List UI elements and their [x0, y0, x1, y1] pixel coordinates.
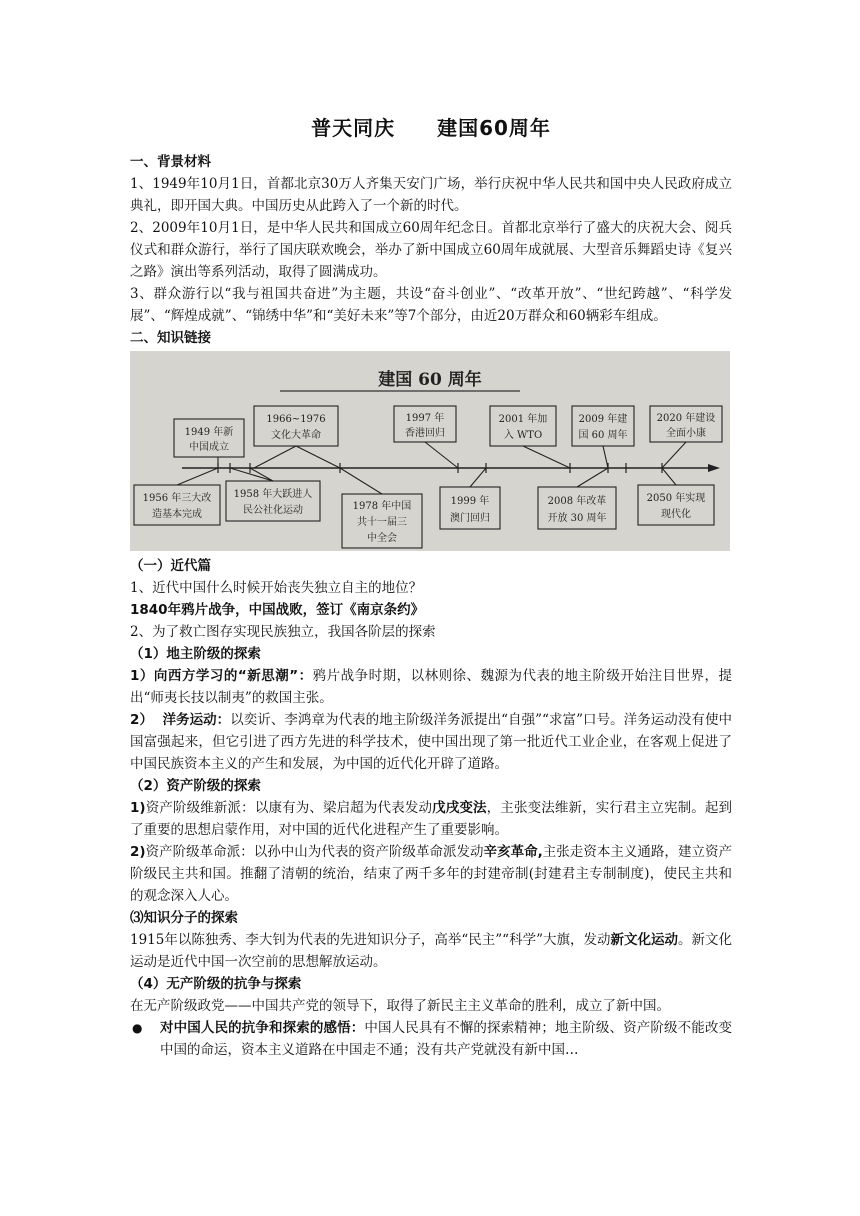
document-page [130, 112, 732, 1061]
timeline-bottom-1-line1: 1956 年三大改 [142, 493, 212, 504]
timeline-bottom-4-line1: 1999 年 [450, 496, 490, 507]
bourgeois-item-2 [130, 841, 732, 907]
background-paragraph-3: 3、群众游行以“我与祖国共奋进”为主题，共设“奋斗创业”、“改革开放”、“世纪跨越”、“科学发展”、“辉煌成就”、“锦绣中华”和“美好未来”等7个部分，由近20万群众和60辆彩车组成。 [130, 286, 732, 324]
timeline-bottom-6-line2: 现代化 [661, 509, 691, 520]
bourgeois-heading: （2）资产阶级的探索 [130, 778, 261, 794]
landlord-item-1-text: 鸦片战争时期，以林则徐、魏源为代表的地主阶级开始注目世界，提出“师夷长技以制夷”的救国主张。 [130, 668, 732, 706]
timeline-top-6-line1: 2020 年建设 [656, 413, 716, 424]
background-paragraph-2: 2、2009年10月1日，是中华人民共和国成立60周年纪念日。首都北京举行了盛大的庆祝大会、阅兵仪式和群众游行，举行了国庆联欢晚会，举办了新中国成立60周年成就展、大型音乐舞蹈史诗《复兴之路》演出等系列活动，取得了圆满成功。 [130, 220, 732, 280]
intellectual-bold: 新文化运动 [610, 932, 679, 948]
timeline-bottom-4-line2: 澳门回归 [450, 513, 490, 524]
question-2: 2、为了救亡图存实现民族独立，我国各阶层的探索 [130, 624, 436, 640]
bourgeois-item-1-text-b: ，主张变法维新，实行君主立宪制。起到了重要的思想启蒙作用，对中国的近代化进程产生了重要影响。 [130, 800, 733, 838]
timeline-top-2-line1: 1966~1976 [266, 414, 326, 425]
timeline-top-1-line1: 1949 年新 [184, 427, 234, 438]
reflection-bullet [130, 1017, 732, 1061]
question-1: 1、近代中国什么时候开始丧失独立自主的地位？ [130, 580, 423, 596]
bourgeois-item-2-number: 2) [130, 844, 146, 860]
timeline-top-4-line2: 入 WTO [503, 430, 543, 441]
reflection-text: 中国人民具有不懈的探索精神；地主阶级、资产阶级不能改变中国的命运，资本主义道路在中国走不通；没有共产党就没有新中国… [160, 1020, 733, 1058]
timeline-top-4-line1: 2001 年加 [498, 414, 548, 425]
section-heading-knowledge: 二、知识链接 [130, 330, 211, 346]
timeline-bottom-2-line2: 民公社化运动 [243, 505, 303, 516]
intellectual-heading: ⑶知识分子的探索 [130, 910, 238, 926]
modern-heading: （一）近代篇 [130, 558, 211, 574]
bourgeois-item-2-text-a: 资产阶级革命派：以孙中山为代表的资产阶级革命派发动 [145, 844, 484, 860]
answer-1: 1840年鸦片战争，中国战败，签订《南京条约》 [130, 602, 425, 618]
intellectual-paragraph [130, 929, 732, 973]
timeline-bottom-3-line3: 中全会 [367, 533, 397, 544]
timeline-bottom-5-line1: 2008 年改革 [547, 496, 607, 507]
intellectual-text-a: 1915年以陈独秀、李大钊为代表的先进知识分子，高举“民主”“科学”大旗，发动 [130, 932, 611, 948]
timeline-bottom-3-line1: 1978 年中国 [352, 501, 412, 512]
landlord-item-1 [130, 665, 732, 709]
timeline-top-3-line2: 香港回归 [405, 428, 445, 439]
landlord-item-2 [130, 709, 732, 775]
bourgeois-item-1-text-a: 资产阶级维新派：以康有为、梁启超为代表发动 [145, 800, 433, 816]
page-title: 普天同庆 建国60周年 [311, 116, 551, 140]
timeline-bottom-1-line2: 造基本完成 [152, 509, 202, 520]
timeline-bottom-2-line1: 1958 年大跃进人 [233, 489, 313, 500]
landlord-item-2-text: 以奕䜣、李鸿章为代表的地主阶级洋务派提出“自强”“求富”口号。洋务运动没有使中国富强起来，但它引进了西方先进的科学技术，使中国出现了第一批近代工业企业，在客观上促进了中国民族资本主义的产生和发展，为中国的近代化开辟了道路。 [130, 712, 732, 772]
timeline-top-5-line1: 2009 年建 [578, 414, 628, 425]
landlord-item-2-label: 2） 洋务运动： [130, 712, 231, 728]
bourgeois-item-1-number: 1) [130, 800, 146, 816]
bourgeois-item-1 [130, 797, 732, 841]
timeline-bottom-6-line1: 2050 年实现 [646, 493, 706, 504]
bourgeois-item-2-text-b: 主张走资本主义通路，建立资产阶级民主共和国。推翻了清朝的统治，结束了两千多年的封建帝制(封建君主专制制度)，使民主共和的观念深入人心。 [130, 844, 732, 904]
section-heading-background: 一、背景材料 [130, 154, 211, 170]
bourgeois-item-1-bold: 戊戌变法 [432, 800, 487, 816]
bullet-dot-icon: ● [132, 1021, 143, 1035]
timeline-top-3-line1: 1997 年 [405, 413, 445, 424]
proletariat-heading: （4）无产阶级的抗争与探索 [130, 976, 302, 992]
timeline-title: 建国 60 周年 [378, 370, 482, 390]
timeline-top-6-line2: 全面小康 [666, 428, 706, 439]
timeline-top-2-line2: 文化大革命 [271, 430, 321, 441]
timeline-image [130, 351, 730, 551]
reflection-label: 对中国人民的抗争和探索的感悟： [160, 1020, 365, 1036]
timeline-bottom-3-line2: 共十一届三 [357, 517, 407, 528]
background-paragraph-1: 1、1949年10月1日，首都北京30万人齐集天安门广场，举行庆祝中华人民共和国中央人民政府成立典礼，即开国大典。中国历史从此跨入了一个新的时代。 [130, 176, 732, 214]
timeline-top-5-line2: 国 60 周年 [578, 430, 628, 441]
timeline-top-1-line2: 中国成立 [189, 442, 229, 453]
landlord-heading: （1）地主阶级的探索 [130, 646, 261, 662]
timeline-bottom-5-line2: 开放 30 周年 [547, 513, 607, 524]
proletariat-paragraph: 在无产阶级政党——中国共产党的领导下，取得了新民主主义革命的胜利，成立了新中国。 [130, 998, 670, 1014]
intellectual-text-b: 。新文化运动是近代中国一次空前的思想解放运动。 [130, 932, 733, 970]
bourgeois-item-2-bold: 辛亥革命, [483, 844, 543, 860]
landlord-item-1-label: 1）向西方学习的“新思潮”： [130, 668, 313, 684]
